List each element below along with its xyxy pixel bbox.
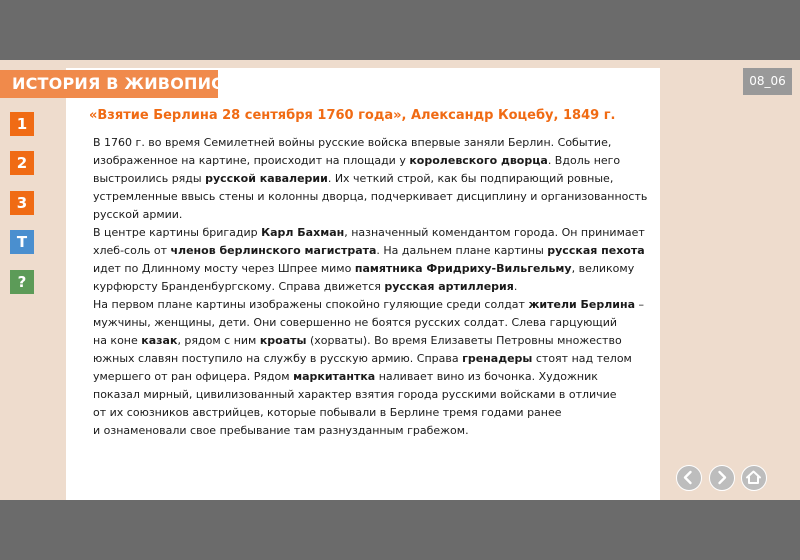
article-line xyxy=(93,242,645,260)
article-line xyxy=(93,188,648,206)
text-run: выстроились ряды xyxy=(93,172,206,185)
text-run: мужчины, женщины, дети. Они совершенно не боятся русских солдат. Слева гарцующий xyxy=(93,316,618,329)
article-line xyxy=(93,314,618,332)
highlighted-term: русская артиллерия xyxy=(384,280,514,293)
text-run: русской армии. xyxy=(93,208,183,221)
text-run: В 1760 г. во время Семилетней войны русские войска впервые заняли Берлин. Событие, xyxy=(93,136,612,149)
text-button[interactable]: T xyxy=(10,230,34,254)
text-run: наливает вино из бочонка. Художник xyxy=(375,370,598,383)
chevron-right-icon xyxy=(710,466,733,489)
text-run: умершего от ран офицера. Рядом xyxy=(93,370,294,383)
article-line xyxy=(93,386,617,404)
article-line xyxy=(93,260,635,278)
question-button[interactable]: ? xyxy=(10,270,34,294)
home-button[interactable] xyxy=(741,465,767,491)
highlighted-term: членов берлинского магистрата xyxy=(170,244,377,257)
highlighted-term: памятника Фридриху-Вильгельму xyxy=(354,262,572,275)
text-run: хлеб-соль от xyxy=(93,244,171,257)
article-line xyxy=(93,134,613,152)
article-line xyxy=(93,368,613,386)
highlighted-term: жители Берлина xyxy=(528,298,636,311)
article-line xyxy=(93,422,613,440)
part-2-button[interactable]: 2 xyxy=(10,151,34,175)
article-title: «Взятие Берлина 28 сентября 1760 года», Александр Коцебу, 1849 г. xyxy=(89,108,616,123)
text-run: (хорваты). Во время Елизаветы Петровны множество xyxy=(306,334,622,347)
highlighted-term: казак xyxy=(141,334,178,347)
text-run: идет по Длинному мосту через Шпрее мимо xyxy=(93,262,355,275)
text-run: , великому xyxy=(571,262,635,275)
text-run: . Вдоль него xyxy=(547,154,621,167)
text-run: . Их четкий строй, как бы подпирающий ровные, xyxy=(327,172,614,185)
text-run: стоят над телом xyxy=(532,352,632,365)
highlighted-term: кроаты xyxy=(259,334,307,347)
text-run: В центре картины бригадир xyxy=(93,226,262,239)
article-line xyxy=(93,152,621,170)
text-run: . На дальнем плане картины xyxy=(376,244,548,257)
text-run: – xyxy=(635,298,645,311)
highlighted-term: маркитантка xyxy=(293,370,376,383)
highlighted-term: королевского дворца xyxy=(409,154,548,167)
text-run: курфюрсту Бранденбургскому. Справа движется xyxy=(93,280,385,293)
article-line xyxy=(93,332,622,350)
text-run: южных славян поступило на службу в русскую армию. Справа xyxy=(93,352,463,365)
article-line xyxy=(93,350,632,368)
article-line xyxy=(93,278,613,296)
home-icon xyxy=(742,466,765,489)
previous-button[interactable] xyxy=(676,465,702,491)
content-card xyxy=(66,68,660,500)
text-run: на коне xyxy=(93,334,142,347)
article-body xyxy=(93,134,648,440)
text-run: от их союзников австрийцев, которые побывали в Берлине тремя годами ранее xyxy=(93,406,562,419)
text-run: и ознаменовали свое пребывание там разнузданным грабежом. xyxy=(93,424,469,437)
text-run: изображенное на картине, происходит на площади у xyxy=(93,154,410,167)
text-run: , рядом с ним xyxy=(177,334,260,347)
chevron-left-icon xyxy=(677,466,700,489)
text-run: показал мирный, цивилизованный характер взятия города русскими войсками в отличие xyxy=(93,388,617,401)
article-line xyxy=(93,206,613,224)
highlighted-term: русской кавалерии xyxy=(205,172,328,185)
article-line xyxy=(93,404,613,422)
article-line xyxy=(93,224,645,242)
article-line xyxy=(93,170,613,188)
lesson-screen xyxy=(0,60,800,500)
next-button[interactable] xyxy=(709,465,735,491)
text-run: устремленные ввысь стены и колонны дворца, подчеркивает дисциплину и организованность xyxy=(93,190,648,203)
highlighted-term: гренадеры xyxy=(462,352,533,365)
text-run: На первом плане картины изображены спокойно гуляющие среди солдат xyxy=(93,298,529,311)
text-run: , назначенный комендантом города. Он принимает xyxy=(344,226,645,239)
slide-code-badge: 08_06 xyxy=(743,68,792,95)
part-3-button[interactable]: 3 xyxy=(10,191,34,215)
article-line xyxy=(93,296,645,314)
part-1-button[interactable]: 1 xyxy=(10,112,34,136)
highlighted-term: русская пехота xyxy=(547,244,645,257)
text-run: . xyxy=(513,280,518,293)
section-title-banner: ИСТОРИЯ В ЖИВОПИСИ xyxy=(0,70,218,98)
highlighted-term: Карл Бахман xyxy=(261,226,345,239)
